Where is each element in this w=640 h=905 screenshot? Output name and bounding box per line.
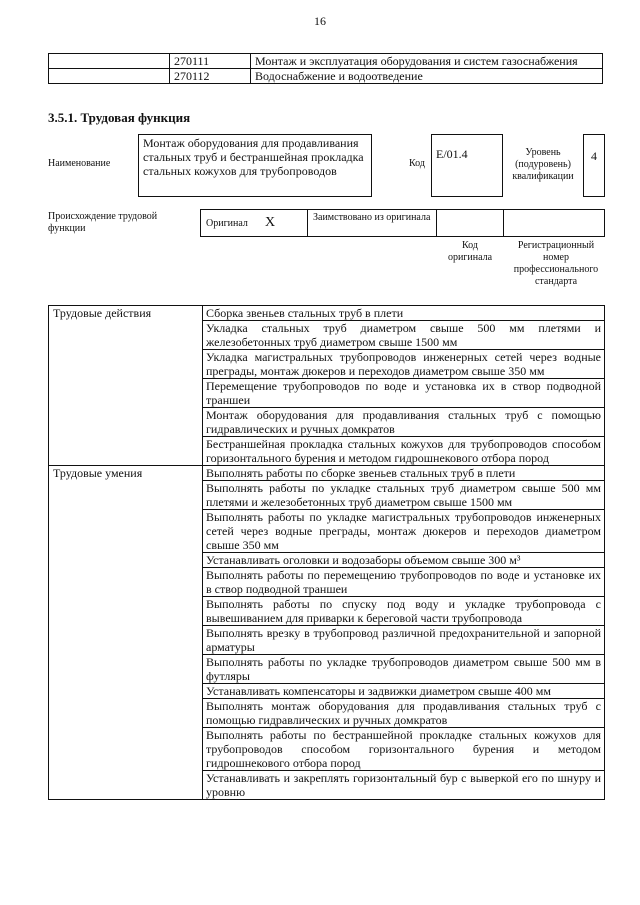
specialty-name: Водоснабжение и водоотведение	[251, 69, 603, 84]
specialty-name: Монтаж и эксплуатация оборудования и систем газоснабжения	[251, 54, 603, 69]
labor-skill-item: Выполнять работы по укладке трубопроводов диаметром свыше 500 мм в футляры	[203, 655, 605, 684]
labor-action-item: Перемещение трубопроводов по воде и установка их в створ подводной траншеи	[203, 379, 605, 408]
table-row	[49, 466, 605, 481]
function-code-box: E/01.4	[431, 134, 503, 197]
borrowed-label: Заимствовано из оригинала	[313, 212, 431, 223]
labor-action-item: Сборка звеньев стальных труб в плети	[203, 306, 605, 321]
borrowed-cell	[307, 209, 437, 237]
function-name-box: Монтаж оборудования для продавливания стальных труб и бестраншейная прокладка стальных кожухов для трубопроводов	[138, 134, 372, 197]
original-label: Оригинал	[206, 218, 248, 229]
labor-skill-item: Выполнять работы по спуску под воду и укладке трубопровода с вывешиванием для приварки к береговой части трубопровода	[203, 597, 605, 626]
origin-label: Происхождение трудовой функции	[48, 211, 158, 234]
labor-action-item: Бестраншейная прокладка стальных кожухов для трубопроводов способом горизонтального бурения и методом гидрошнекового отбора пород	[203, 437, 605, 466]
code-original-cell	[436, 209, 504, 237]
labor-action-item: Укладка магистральных трубопроводов инженерных сетей через водные преграды, монтаж дюкеров и переходов диаметром свыше 350 мм	[203, 350, 605, 379]
name-label: Наименование	[48, 158, 111, 169]
labor-skill-item: Выполнять врезку в трубопровод различной предохранительной и запорной арматуры	[203, 626, 605, 655]
level-label: Уровень (подуровень) квалификации	[512, 147, 574, 182]
code-label: Код	[409, 158, 425, 169]
labor-function-table	[48, 305, 605, 800]
labor-skill-item: Выполнять работы по сборке звеньев стальных труб в плети	[203, 466, 605, 481]
specialty-codes-table	[48, 53, 603, 84]
empty-cell	[49, 69, 170, 84]
specialty-code: 270111	[170, 54, 251, 69]
empty-cell	[49, 54, 170, 69]
labor-skill-item: Выполнять работы по перемещению трубопроводов по воде и установке их в створ подводной траншеи	[203, 568, 605, 597]
labor-action-item: Укладка стальных труб диаметром свыше 500 мм плетями и железобетонных труб диаметром свыше 1500 мм	[203, 321, 605, 350]
code-original-label: Код оригинала	[447, 240, 493, 263]
labor-skills-label: Трудовые умения	[49, 466, 203, 800]
table-row	[49, 306, 605, 321]
page-number: 16	[314, 14, 326, 28]
level-value-box: 4	[583, 134, 605, 197]
reg-number-cell	[503, 209, 605, 237]
labor-skill-item: Выполнять монтаж оборудования для продавливания стальных труб с помощью гидравлических и ручных домкратов	[203, 699, 605, 728]
labor-skill-item: Выполнять работы по укладке магистральных трубопроводов инженерных сетей через водные преграды, монтаж дюкеров и переходов диаметром свыше 350 мм	[203, 510, 605, 553]
labor-skill-item: Устанавливать компенсаторы и задвижки диаметром свыше 400 мм	[203, 684, 605, 699]
table-row	[49, 54, 603, 69]
section-heading: 3.5.1. Трудовая функция	[48, 110, 191, 125]
labor-actions-label: Трудовые действия	[49, 306, 203, 466]
labor-skill-item: Выполнять работы по укладке стальных труб диаметром свыше 500 мм плетями и железобетонных труб диаметром свыше 1500 мм	[203, 481, 605, 510]
table-row	[49, 69, 603, 84]
labor-skill-item: Устанавливать и закреплять горизонтальный бур с выверкой его по шнуру и уровню	[203, 771, 605, 800]
labor-skill-item: Выполнять работы по бестраншейной прокладке стальных кожухов для трубопроводов способом горизонтального бурения и методом гидрошнекового отбора пород	[203, 728, 605, 771]
original-mark: X	[265, 215, 276, 230]
original-cell	[200, 209, 308, 237]
labor-action-item: Монтаж оборудования для продавливания стальных труб с помощью гидравлических и ручных домкратов	[203, 408, 605, 437]
reg-number-label: Регистрационный номер профессионального стандарта	[513, 240, 599, 287]
specialty-code: 270112	[170, 69, 251, 84]
labor-skill-item: Устанавливать оголовки и водозаборы объемом свыше 300 м³	[203, 553, 605, 568]
